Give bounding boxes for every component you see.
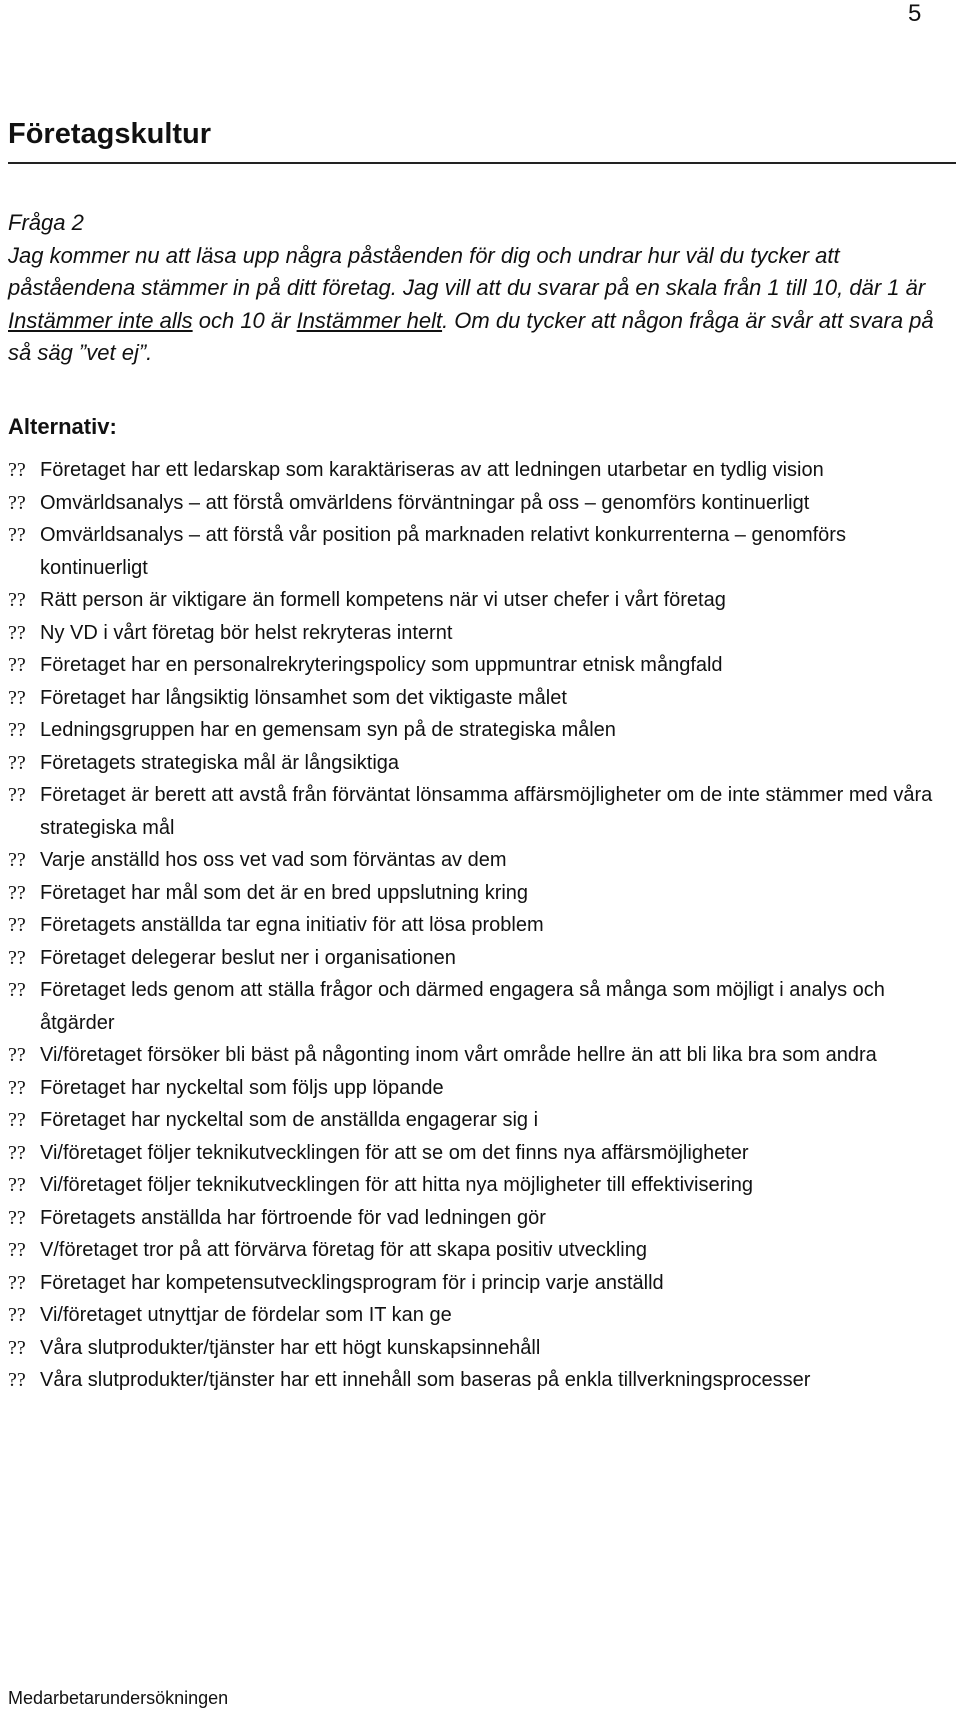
alternative-text: Vi/företaget följer teknikutvecklingen för att se om det finns nya affärsmöjligheter	[40, 1141, 749, 1164]
bullet-marker: ??	[8, 979, 26, 1001]
bullet-marker: ??	[8, 524, 26, 546]
bullet-marker: ??	[8, 1044, 26, 1066]
question-heading: Fråga 2	[8, 210, 84, 235]
title-divider	[8, 162, 956, 164]
alternative-text: Företagets anställda tar egna initiativ för att lösa problem	[40, 914, 544, 936]
page-number: 5	[908, 0, 922, 27]
alternative-text: Företaget har ett ledarskap som karaktäriseras av att ledningen utarbetar en tydlig vision	[40, 459, 824, 481]
alternative-text: Företaget leds genom att ställa frågor och därmed engagera så många som möjligt i analys och åtgärder	[40, 979, 885, 1034]
list-item	[8, 1267, 953, 1300]
alternative-text: Företaget har nyckeltal som följs upp löpande	[40, 1076, 444, 1099]
list-item	[8, 617, 953, 650]
question-text-part: och 10 är	[192, 307, 297, 333]
list-item	[8, 747, 953, 780]
bullet-marker: ??	[8, 459, 26, 481]
alternative-text: Vi/företaget följer teknikutvecklingen för att hitta nya möjligheter till effektivisering	[40, 1174, 753, 1196]
bullet-marker: ??	[8, 491, 26, 514]
alternative-text: V/företaget tror på att förvärva företag för att skapa positiv utveckling	[40, 1239, 647, 1261]
bullet-marker: ??	[8, 589, 26, 611]
list-item	[8, 682, 953, 715]
scale-min-label: Instämmer inte alls	[8, 307, 193, 333]
list-item	[8, 584, 953, 617]
alternative-text: Våra slutprodukter/tjänster har ett innehåll som baseras på enkla tillverkningsprocesser	[40, 1369, 811, 1391]
alternative-text: Omvärldsanalys – att förstå omvärldens förväntningar på oss – genomförs kontinuerligt	[40, 491, 810, 514]
list-item	[8, 1364, 953, 1397]
list-item	[8, 974, 953, 1039]
alternatives-list	[8, 454, 953, 1397]
bullet-marker: ??	[8, 1336, 26, 1359]
bullet-marker: ??	[8, 654, 26, 676]
alternative-text: Företaget har en personalrekryteringspolicy som uppmuntrar etnisk mångfald	[40, 654, 723, 676]
bullet-marker: ??	[8, 784, 26, 806]
bullet-marker: ??	[8, 686, 26, 709]
alternative-text: Företaget har nyckeltal som de anställda engagerar sig i	[40, 1109, 539, 1131]
bullet-marker: ??	[8, 1369, 26, 1391]
question-text-part: Jag kommer nu att läsa upp några påståenden för dig och undrar hur väl du tycker att påståendena stämmer in på ditt företag. Jag vill att du svarar på en skala från 1 till 10, där 1 är	[8, 242, 926, 300]
bullet-marker: ??	[8, 881, 26, 904]
bullet-marker: ??	[8, 946, 26, 969]
alternative-text: Ledningsgruppen har en gemensam syn på de strategiska målen	[40, 719, 616, 741]
list-item	[8, 1234, 953, 1267]
alternative-text: Företaget har kompetensutvecklingsprogram för i princip varje anställd	[40, 1271, 664, 1294]
alternative-text: Företaget har långsiktig lönsamhet som det viktigaste målet	[40, 686, 567, 709]
alternative-text: Våra slutprodukter/tjänster har ett högt kunskapsinnehåll	[40, 1336, 541, 1359]
alternative-text: Vi/företaget försöker bli bäst på någonting inom vårt område hellre än att bli lika bra som andra	[40, 1044, 877, 1066]
alternative-text: Företaget har mål som det är en bred uppslutning kring	[40, 881, 529, 904]
bullet-marker: ??	[8, 1141, 26, 1164]
list-item	[8, 1039, 953, 1072]
bullet-marker: ??	[8, 1271, 26, 1294]
bullet-marker: ??	[8, 1076, 26, 1099]
alternative-text: Varje anställd hos oss vet vad som förväntas av dem	[40, 849, 507, 871]
alternative-text: Företagets strategiska mål är långsiktiga	[40, 751, 400, 774]
alternative-text: Rätt person är viktigare än formell kompetens när vi utser chefer i vårt företag	[40, 589, 726, 611]
list-item	[8, 877, 953, 910]
bullet-marker: ??	[8, 1206, 26, 1229]
list-item	[8, 1104, 953, 1137]
alternative-text: Företagets anställda har förtroende för vad ledningen gör	[40, 1206, 546, 1229]
list-item	[8, 1332, 953, 1365]
list-item	[8, 1299, 953, 1332]
question-intro	[8, 207, 953, 370]
bullet-marker: ??	[8, 849, 26, 871]
alternative-text: Företaget är berett att avstå från förväntat lönsamma affärsmöjligheter om de inte stämmer med våra strategiska mål	[40, 784, 933, 839]
alternative-text: Vi/företaget utnyttjar de fördelar som IT kan ge	[40, 1304, 452, 1326]
bullet-marker: ??	[8, 1174, 26, 1196]
alternatives-heading: Alternativ:	[8, 414, 117, 439]
footer-text: Medarbetarundersökningen	[8, 1688, 229, 1708]
list-item	[8, 454, 953, 487]
list-item	[8, 519, 953, 584]
list-item	[8, 844, 953, 877]
alternative-text: Företaget delegerar beslut ner i organisationen	[40, 946, 456, 969]
question-text-part: . Om du tycker att någon fråga är svår att svara på så säg ”vet ej”.	[8, 307, 934, 365]
bullet-marker: ??	[8, 719, 26, 741]
list-item	[8, 1169, 953, 1202]
list-item	[8, 779, 953, 844]
question-text	[8, 240, 953, 370]
bullet-marker: ??	[8, 1304, 26, 1326]
bullet-marker: ??	[8, 914, 26, 936]
alternative-text: Ny VD i vårt företag bör helst rekryteras internt	[40, 621, 453, 644]
scale-max-label: Instämmer helt	[296, 307, 443, 333]
list-item	[8, 942, 953, 975]
list-item	[8, 1072, 953, 1105]
bullet-marker: ??	[8, 751, 26, 774]
bullet-marker: ??	[8, 1109, 26, 1131]
page-title: Företagskultur	[8, 118, 212, 150]
list-item	[8, 649, 953, 682]
list-item	[8, 1137, 953, 1170]
list-item	[8, 909, 953, 942]
bullet-marker: ??	[8, 1239, 26, 1261]
alternative-text: Omvärldsanalys – att förstå vår position på marknaden relativt konkurrenterna – genomförs kontinuerligt	[40, 524, 846, 579]
list-item	[8, 487, 953, 520]
list-item	[8, 714, 953, 747]
bullet-marker: ??	[8, 621, 26, 644]
list-item	[8, 1202, 953, 1235]
